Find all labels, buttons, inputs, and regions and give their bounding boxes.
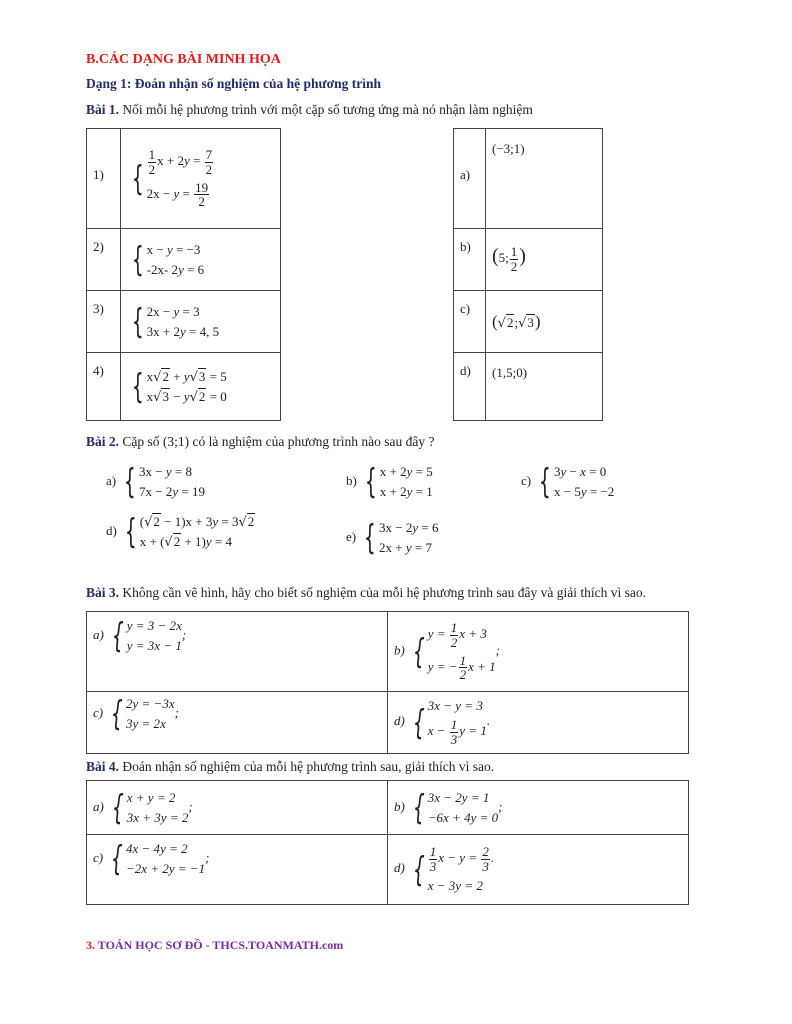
bai-3-prompt <box>86 585 646 601</box>
dang-1-heading: Dạng 1: Đoán nhận số nghiệm của hệ phương trình <box>86 76 382 91</box>
bai-4-b: b) { 3x − 2y = 1 −6x + 4y = 0 ; <box>388 781 689 835</box>
bai-3-c: c) { 2y = −3x 3y = 2x ; <box>87 692 388 754</box>
bai-1-label: Bài 1. <box>86 102 120 117</box>
bai-4-text: Đoán nhận số nghiệm của mỗi hệ phương trình sau, giải thích vì sao. <box>122 759 495 774</box>
footer <box>86 938 343 953</box>
bai-4-a: a) { x + y = 2 3x + 3y = 2 ; <box>87 781 388 835</box>
bai-1-left-table <box>86 128 281 421</box>
bai-3-table <box>86 611 689 754</box>
bai-2-option-c: c) { 3y − x = 0 x − 5y = −2 <box>521 462 615 502</box>
option-label: a) <box>106 472 117 488</box>
bai-3-label: Bài 3. <box>86 585 120 600</box>
row-label: 1) <box>87 129 121 229</box>
row-label: 4) <box>87 353 121 421</box>
bai-1-prompt <box>86 102 533 118</box>
bai-3-text: Không cần vẽ hình, hãy cho biết số nghiệm của mỗi hệ phương trình sau đây và giải thích vì sao. <box>122 585 646 600</box>
bai-3-b: b) { y = $\frac{1}{2}$ x + 3 y = − $\frac{1}{2}$ x + 1 ; <box>388 612 689 692</box>
system-3: { 2x − y = 3 3x + 2y = 4, 5 <box>121 291 281 353</box>
bai-4-d: d) { $\frac{1}{3}$ x − y = $\frac{2}{3}$ . x − 3y = 2 <box>388 835 689 905</box>
pair-c: (√2;√3) <box>486 291 603 353</box>
option-label: c) <box>93 704 104 720</box>
bai-3-a: a) { y = 3 − 2x y = 3x − 1 ; <box>87 612 388 692</box>
bai-4-label: Bài 4. <box>86 759 120 774</box>
row-label: c) <box>454 291 486 353</box>
bai-2-text-after: có là nghiệm của phương trình nào sau đây ? <box>192 434 435 449</box>
bai-2-prompt <box>86 434 435 450</box>
pair-d: (1,5;0) <box>486 353 603 421</box>
bai-4-table <box>86 780 689 905</box>
bai-4-prompt <box>86 759 494 775</box>
bai-2-option-a: a) { 3x − y = 8 7x − 2y = 19 <box>106 462 205 502</box>
option-label: d) <box>106 522 117 538</box>
option-label: c) <box>521 472 532 488</box>
option-label: d) <box>394 860 405 876</box>
bai-2-option-e: e) { 3x − 2y = 6 2x + y = 7 <box>346 518 439 558</box>
option-label: d) <box>394 713 405 729</box>
bai-2-text-before: Cặp số <box>122 434 160 449</box>
option-label: b) <box>394 642 405 658</box>
section-title: B.CÁC DẠNG BÀI MINH HỌA <box>86 52 281 67</box>
row-label: b) <box>454 229 486 291</box>
bai-2-pair: (3;1) <box>162 434 190 449</box>
option-label: b) <box>346 472 357 488</box>
system-2: { x − y = −3 -2x- 2y = 6 <box>121 229 281 291</box>
bai-4-c: c) { 4x − 4y = 2 −2x + 2y = −1 ; <box>87 835 388 905</box>
option-label: a) <box>93 626 104 642</box>
option-label: c) <box>93 849 104 865</box>
option-label: b) <box>394 798 405 814</box>
bai-2-option-b: b) { x + 2y = 5 x + 2y = 1 <box>346 462 433 502</box>
row-label: d) <box>454 353 486 421</box>
footer-page: 3. <box>86 938 95 952</box>
row-label: 2) <box>87 229 121 291</box>
option-label: e) <box>346 528 357 544</box>
bai-1-right-table <box>453 128 603 421</box>
pair-b: (5; $\frac{1}{2}$ ) <box>486 229 603 291</box>
row-label: a) <box>454 129 486 229</box>
system-4: { x√2 + y√3 = 5 x√3 − y√2 = 0 <box>121 353 281 421</box>
row-label: 3) <box>87 291 121 353</box>
bai-3-d: d) { 3x − y = 3 x − $\frac{1}{3}$ y = 1 . <box>388 692 689 754</box>
option-label: a) <box>93 798 104 814</box>
bai-2-label: Bài 2. <box>86 434 120 449</box>
bai-2-option-d: d) { (√2 − 1)x + 3y = 3√2 x + (√2 + 1)y = 4 <box>106 512 255 552</box>
bai-1-text: Nối mỗi hệ phương trình với một cặp số tương ứng mà nó nhận làm nghiệm <box>122 102 533 117</box>
footer-text: TOÁN HỌC SƠ ĐỒ - THCS.TOANMATH.com <box>97 938 344 952</box>
pair-a: (−3;1) <box>486 129 603 229</box>
system-1: { $\frac{1}{2}$ x + 2y = $\frac{7}{2}$ 2x − y = $\frac{19}{2}$ <box>121 129 281 229</box>
